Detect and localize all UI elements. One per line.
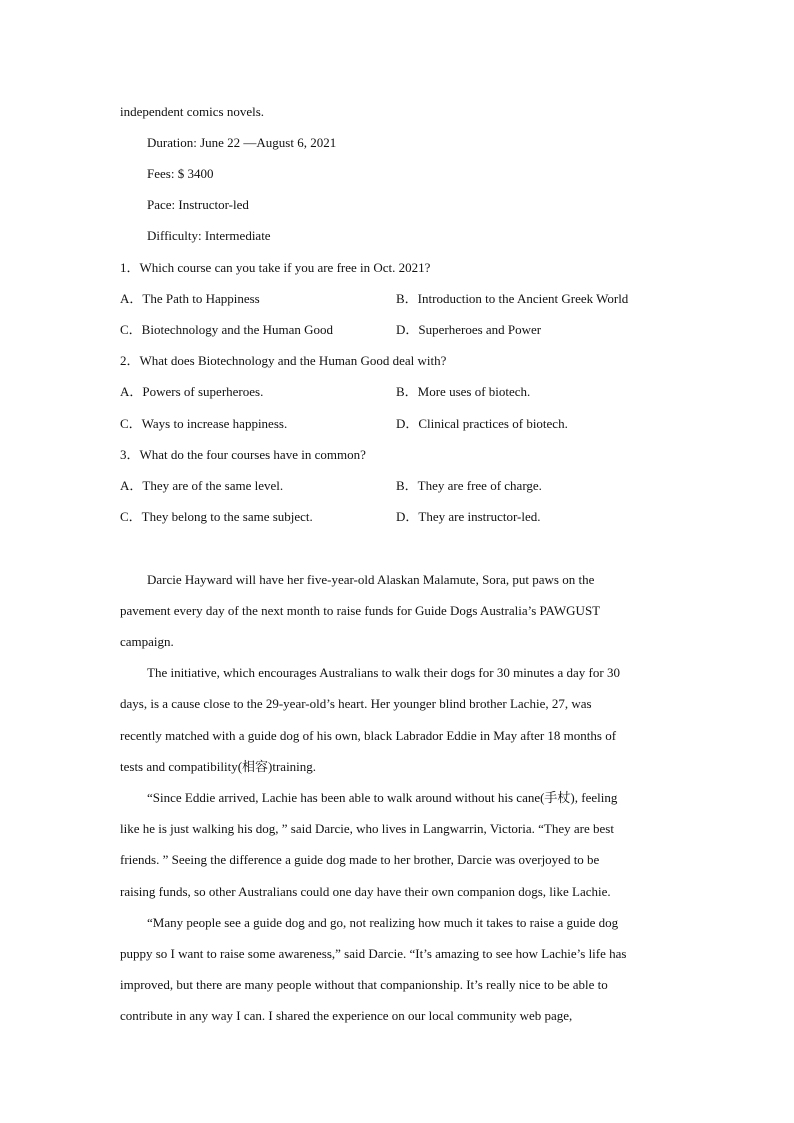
passage-line: raising funds, so other Australians could one day have their own companion dogs, like Lachie. — [120, 884, 611, 899]
passage-line: campaign. — [120, 634, 174, 649]
question-3-option-b: B．They are free of charge. — [396, 478, 542, 493]
passage-line: contribute in any way I can. I shared the experience on our local community web page, — [120, 1008, 573, 1023]
question-1-option-b: B．Introduction to the Ancient Greek World — [396, 291, 629, 306]
question-2-option-d: D．Clinical practices of biotech. — [396, 416, 568, 431]
passage-line: puppy so I want to raise some awareness,” said Darcie. “It’s amazing to see how Lachie’s life has — [120, 946, 627, 961]
passage-line: tests and compatibility(相容)training. — [120, 759, 317, 774]
question-3-option-a: A．They are of the same level. — [120, 478, 284, 493]
passage-line: The initiative, which encourages Australians to walk their dogs for 30 minutes a day for 30 — [147, 665, 620, 680]
question-1-option-c: C．Biotechnology and the Human Good — [120, 322, 334, 337]
question-3-option-c: C．They belong to the same subject. — [120, 509, 313, 524]
question-2-option-b: B．More uses of biotech. — [396, 384, 531, 399]
question-2-stem: 2．What does Biotechnology and the Human Good deal with? — [120, 353, 447, 368]
passage-line: pavement every day of the next month to raise funds for Guide Dogs Australia’s PAWGUST — [120, 603, 601, 618]
passage-line: Darcie Hayward will have her five-year-old Alaskan Malamute, Sora, put paws on the — [147, 572, 595, 587]
passage-line: friends. ” Seeing the difference a guide dog made to her brother, Darcie was overjoyed to be — [120, 852, 600, 867]
question-1-stem: 1．Which course can you take if you are free in Oct. 2021? — [120, 260, 431, 275]
course-description-tail: independent comics novels. — [120, 104, 265, 119]
passage-line: “Since Eddie arrived, Lachie has been able to walk around without his cane(手杖), feeling — [147, 790, 618, 805]
passage-line: days, is a cause close to the 29-year-old’s heart. Her younger blind brother Lachie, 27, was — [120, 696, 592, 711]
passage-line: improved, but there are many people without that companionship. It’s really nice to be able to — [120, 977, 608, 992]
passage-line: recently matched with a guide dog of his own, black Labrador Eddie in May after 18 months of — [120, 728, 617, 743]
course-pace: Pace: Instructor-led — [147, 197, 249, 212]
course-difficulty: Difficulty: Intermediate — [147, 228, 271, 243]
question-2-option-c: C．Ways to increase happiness. — [120, 416, 288, 431]
question-3-option-d: D．They are instructor-led. — [396, 509, 541, 524]
question-1-option-d: D．Superheroes and Power — [396, 322, 542, 337]
course-fees: Fees: $ 3400 — [147, 166, 214, 181]
course-duration: Duration: June 22 —August 6, 2021 — [147, 135, 337, 150]
question-1-option-a: A．The Path to Happiness — [120, 291, 260, 306]
passage-line: like he is just walking his dog, ” said Darcie, who lives in Langwarrin, Victoria. “They are best — [120, 821, 614, 836]
question-2-option-a: A．Powers of superheroes. — [120, 384, 264, 399]
passage-line: “Many people see a guide dog and go, not realizing how much it takes to raise a guide dog — [147, 915, 619, 930]
question-3-stem: 3．What do the four courses have in common? — [120, 447, 366, 462]
